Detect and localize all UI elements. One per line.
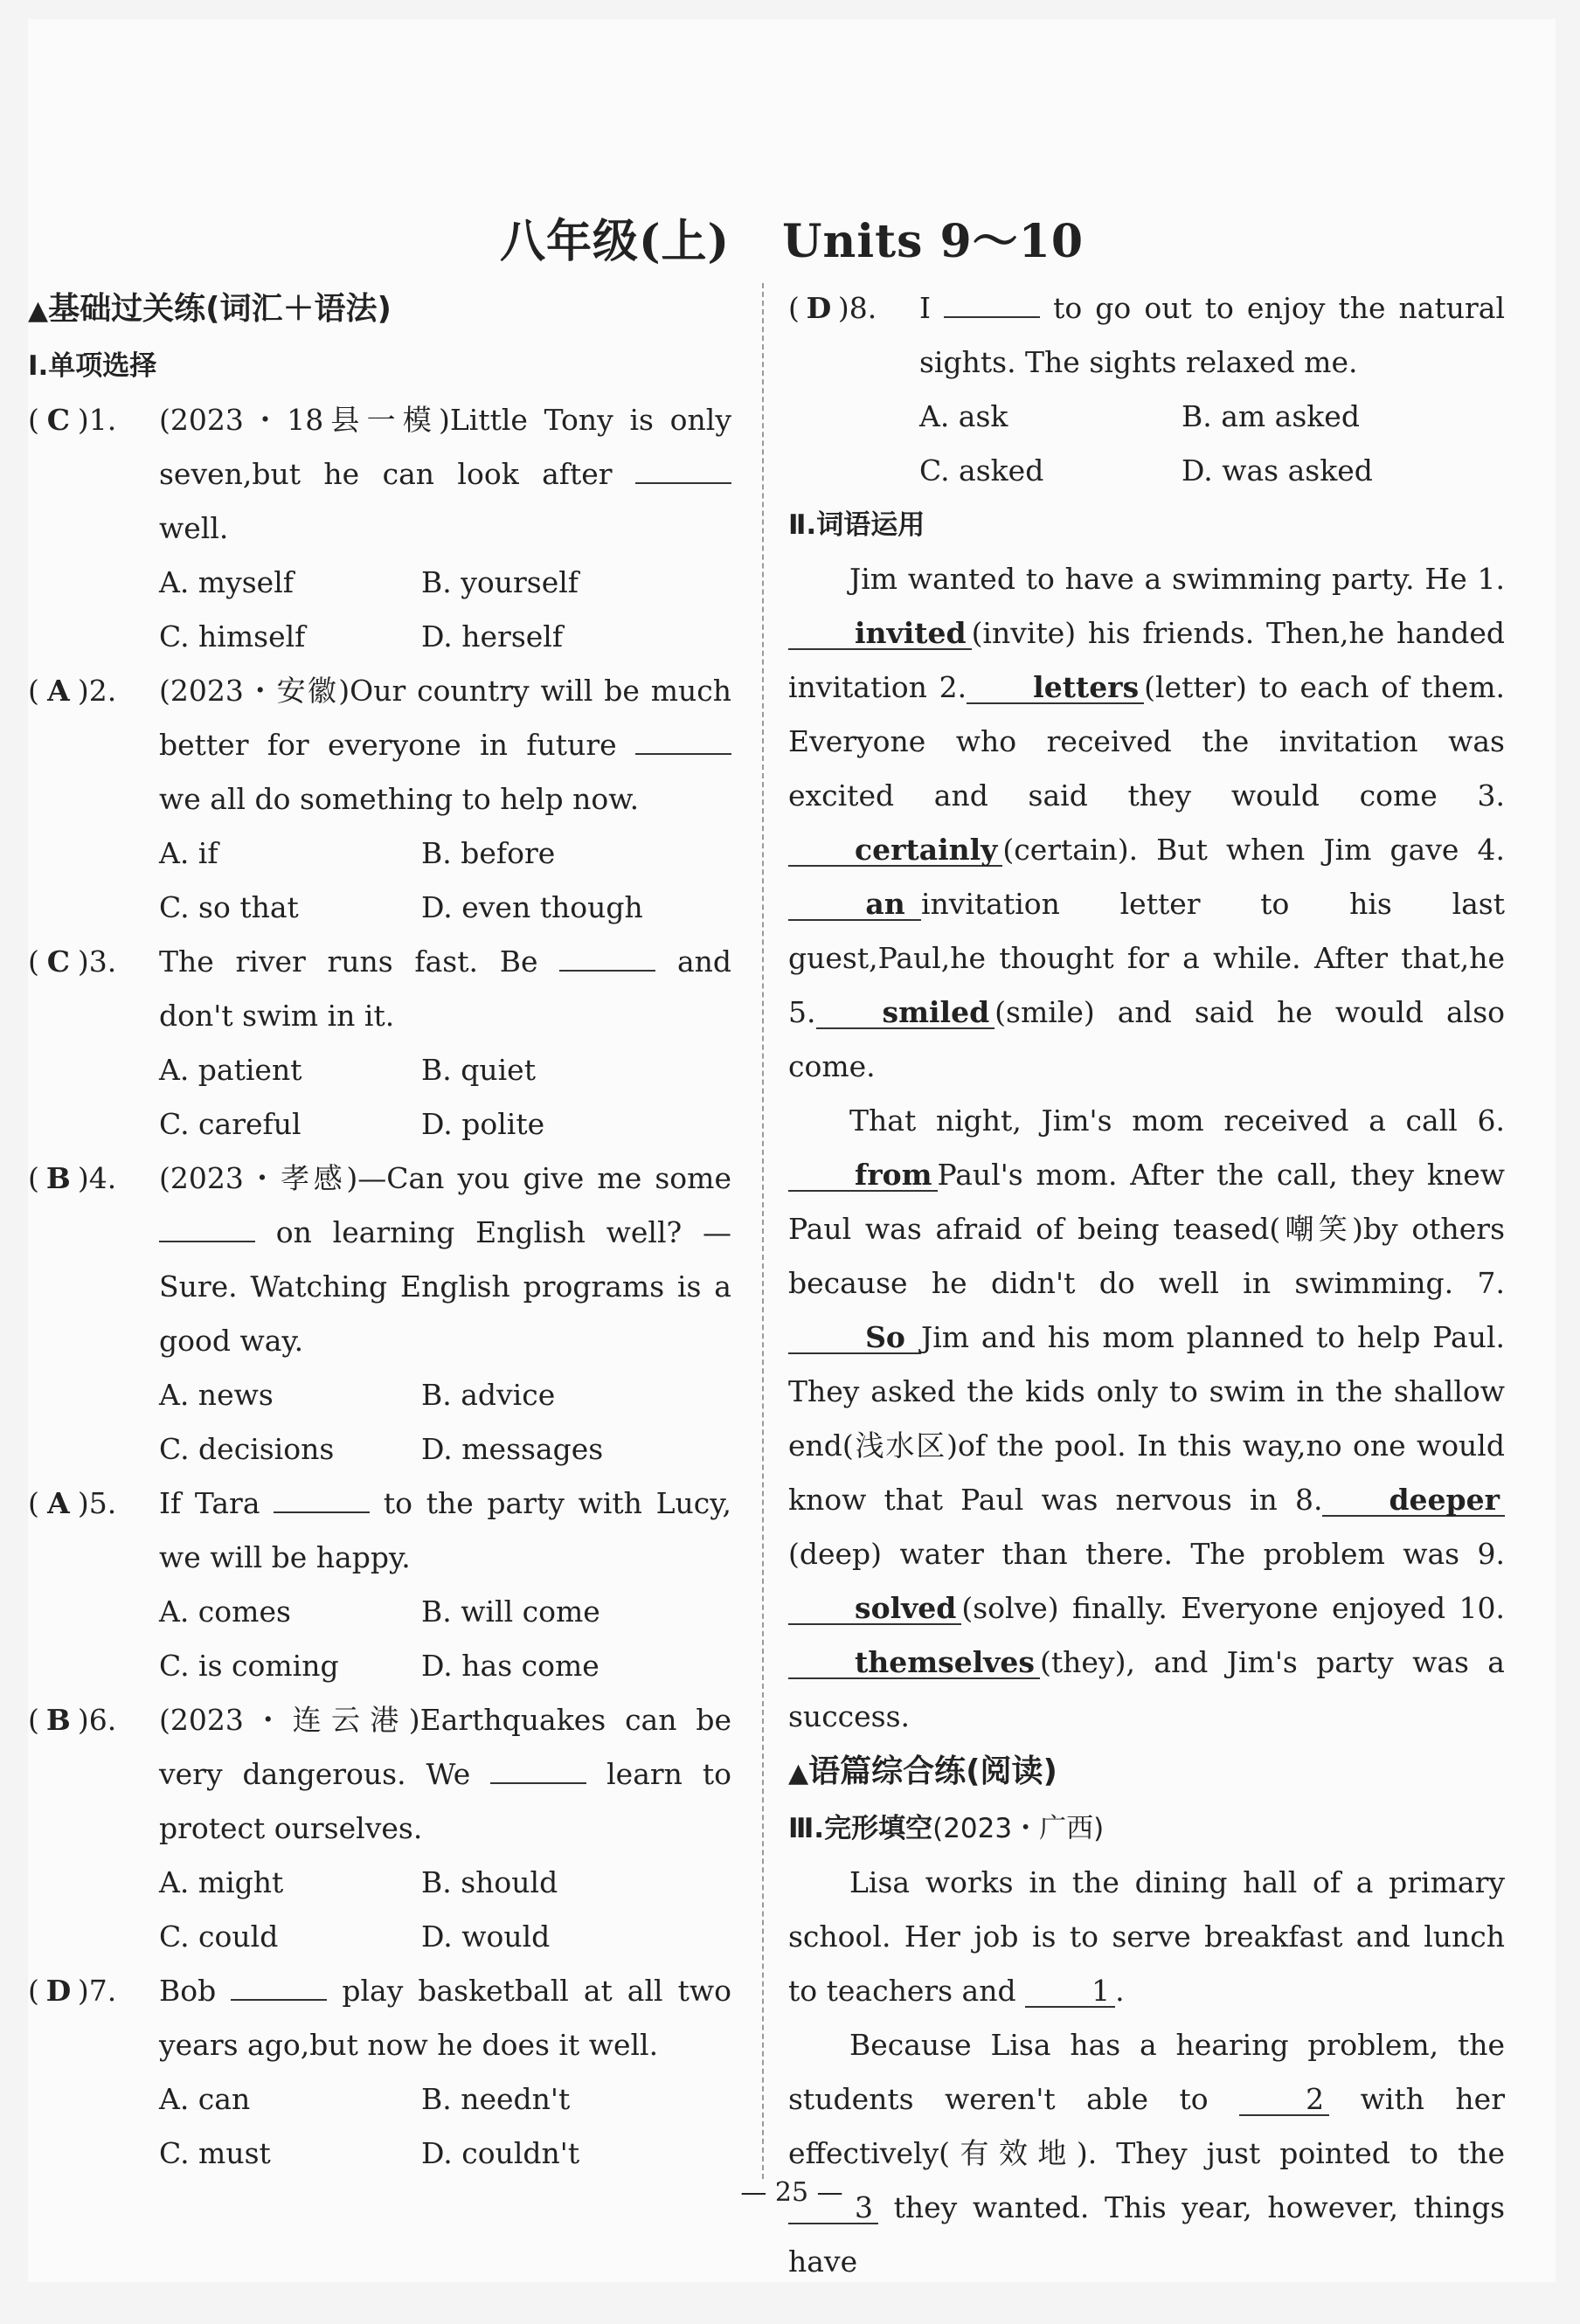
option: B. advice (421, 1378, 556, 1412)
answer-letter: C (46, 403, 70, 437)
paragraph-word-use-1: Jim wanted to have a swimming party. He 1.invited (invite) his friends. Then,he handed invitation 2. letters (letter) to each of them. Everyone who received the invitation was excited and said they would come 3.certainly (certain). But when Jim gave 4.an invitation letter to his last guest,Paul,he thought for a while. After that,he 5. smiled (smile) and said he would also come. (788, 562, 1505, 1083)
answer-fill-9[interactable]: solved (788, 1594, 961, 1625)
answer-letter: C (46, 944, 70, 979)
answer-fill-6[interactable]: from (788, 1160, 938, 1192)
section-heading-reading: ▲语篇综合练(阅读) (788, 1753, 1057, 1789)
answer-fill-2[interactable]: letters (967, 673, 1144, 704)
answer-letter: D (806, 291, 832, 325)
answer-fill-1[interactable]: invited (788, 619, 972, 650)
option: A. myself (159, 565, 294, 599)
answer-letter: A (47, 1486, 70, 1520)
worksheet-page (28, 19, 1556, 2282)
option: D. even though (421, 890, 643, 924)
option: B. should (421, 1865, 558, 1899)
question-4: ( B )4. (2023・孝感)—Can you give me some on learning English well? —Sure. Watching English programs is a good way. A. news B. advice C. decisions D. messages (28, 1152, 731, 1477)
question-2: ( A )2. (2023・安徽)Our country will be much better for everyone in future we all do something to help now. A. if B. before C. so that D. even though (28, 664, 731, 935)
option: A. comes (159, 1594, 291, 1629)
option: A. if (159, 836, 218, 870)
page-number: — 25 — (740, 2177, 843, 2208)
answer-fill-8[interactable]: deeper (1322, 1485, 1505, 1517)
option: A. ask (919, 399, 1008, 433)
option: C. so that (159, 890, 299, 924)
subsection-cloze: Ⅲ.完形填空(2023・广西) (788, 1813, 1105, 1844)
option: C. himself (159, 619, 306, 654)
option: A. might (159, 1865, 284, 1899)
option: B. will come (421, 1594, 600, 1629)
column-divider (762, 283, 764, 2179)
answer-blank[interactable] (159, 1214, 255, 1242)
option: C. asked (919, 453, 1044, 488)
answer-letter: D (45, 1974, 72, 2008)
option: D. couldn't (421, 2136, 580, 2170)
option: D. would (421, 1919, 551, 1954)
question-3: ( C )3. The river runs fast. Be and don't swim in it. A. patient B. quiet C. careful D. polite (28, 935, 731, 1152)
option: B. quiet (421, 1053, 536, 1087)
triangle-icon: ▲ (788, 1758, 809, 1788)
option: B. before (421, 836, 556, 870)
page-title (28, 204, 1556, 270)
answer-fill-5[interactable]: smiled (816, 998, 995, 1029)
question-1: ( C )1. (2023・18县一模)Little Tony is only seven,but he can look after well. A. myself B. yourself C. himself D. herself (28, 393, 731, 664)
answer-blank[interactable] (231, 1973, 327, 2001)
paragraph-cloze-1: Lisa works in the dining hall of a primary school. Her job is to serve breakfast and lunch to teachers and 1 . (788, 1865, 1505, 2008)
triangle-icon: ▲ (28, 295, 49, 326)
question-6: ( B )6. (2023・连云港)Earthquakes can be very dangerous. We learn to protect ourselves. A. might B. should C. could D. would (28, 1693, 731, 1964)
question-5: ( A )5. If Tara to the party with Lucy, we will be happy. A. comes B. will come C. is coming D. has come (28, 1477, 731, 1693)
option: C. must (159, 2136, 271, 2170)
answer-letter: B (45, 1703, 71, 1737)
answer-blank[interactable] (635, 456, 731, 484)
option: A. news (159, 1378, 274, 1412)
subsection-word-use: Ⅱ.词语运用 (788, 509, 925, 541)
answer-fill-3[interactable]: certainly (788, 835, 1002, 867)
option: D. messages (421, 1432, 604, 1466)
answer-blank[interactable] (490, 1756, 586, 1784)
option: B. yourself (421, 565, 579, 599)
cloze-blank-1[interactable]: 1 (1025, 1976, 1115, 2008)
option: D. has come (421, 1649, 599, 1683)
cloze-source: (2023・广西) (932, 1813, 1105, 1844)
option: B. needn't (421, 2082, 571, 2116)
option: A. can (159, 2082, 251, 2116)
paragraph-cloze-2: Because Lisa has a hearing problem, the students weren't able to 2 with her effectively(有效地). They just pointed to the 3 they wanted. This year, however, things have (788, 2028, 1506, 2279)
option: D. was asked (1182, 453, 1373, 488)
paragraph-word-use-2: That night, Jim's mom received a call 6.from Paul's mom. After the call, they knew Paul was afraid of being teased(嘲笑)by others because he didn't do well in swimming. 7.So Jim and his mom planned to help Paul. They asked the kids only to swim in the shallow end(浅水区)of the pool. In this way,no one would know that Paul was nervous in 8. deeper(deep) water than there. The problem was 9.solved (solve) finally. Everyone enjoyed 10.themselves (they), and Jim's party was a success. (788, 1103, 1505, 1733)
option: C. careful (159, 1107, 301, 1141)
answer-blank[interactable] (635, 727, 731, 755)
answer-letter: B (45, 1161, 71, 1195)
cloze-blank-2[interactable]: 2 (1239, 2085, 1329, 2116)
option: B. am asked (1182, 399, 1360, 433)
option: D. herself (421, 619, 564, 654)
option: C. is coming (159, 1649, 339, 1683)
option: C. decisions (159, 1432, 335, 1466)
cloze-blank-3[interactable]: 3 (788, 2193, 878, 2224)
right-column (788, 281, 1505, 2289)
answer-fill-7[interactable]: So (788, 1323, 921, 1354)
answer-fill-10[interactable]: themselves (788, 1648, 1040, 1679)
question-8: ( D )8. I to go out to enjoy the natural sights. The sights relaxed me. A. ask B. am asked C. asked D. was asked (788, 281, 1505, 498)
answer-blank[interactable] (559, 944, 655, 972)
title-units: Units 9～10 (782, 215, 1085, 268)
option: A. patient (159, 1053, 302, 1087)
answer-blank[interactable] (274, 1485, 370, 1513)
option: D. polite (421, 1107, 545, 1141)
answer-blank[interactable] (944, 290, 1040, 318)
question-7: ( D )7. Bob play basketball at all two years ago,but now he does it well. A. can B. needn't C. must D. couldn't (28, 1964, 731, 2181)
title-grade: 八年级(上) (499, 215, 731, 268)
answer-letter: A (47, 674, 70, 708)
subsection-single-choice: Ⅰ.单项选择 (28, 350, 157, 382)
left-column (28, 281, 731, 2181)
answer-fill-4[interactable]: an (788, 889, 921, 921)
option: C. could (159, 1919, 279, 1954)
section-heading-basic: ▲基础过关练(词汇＋语法) (28, 291, 392, 327)
